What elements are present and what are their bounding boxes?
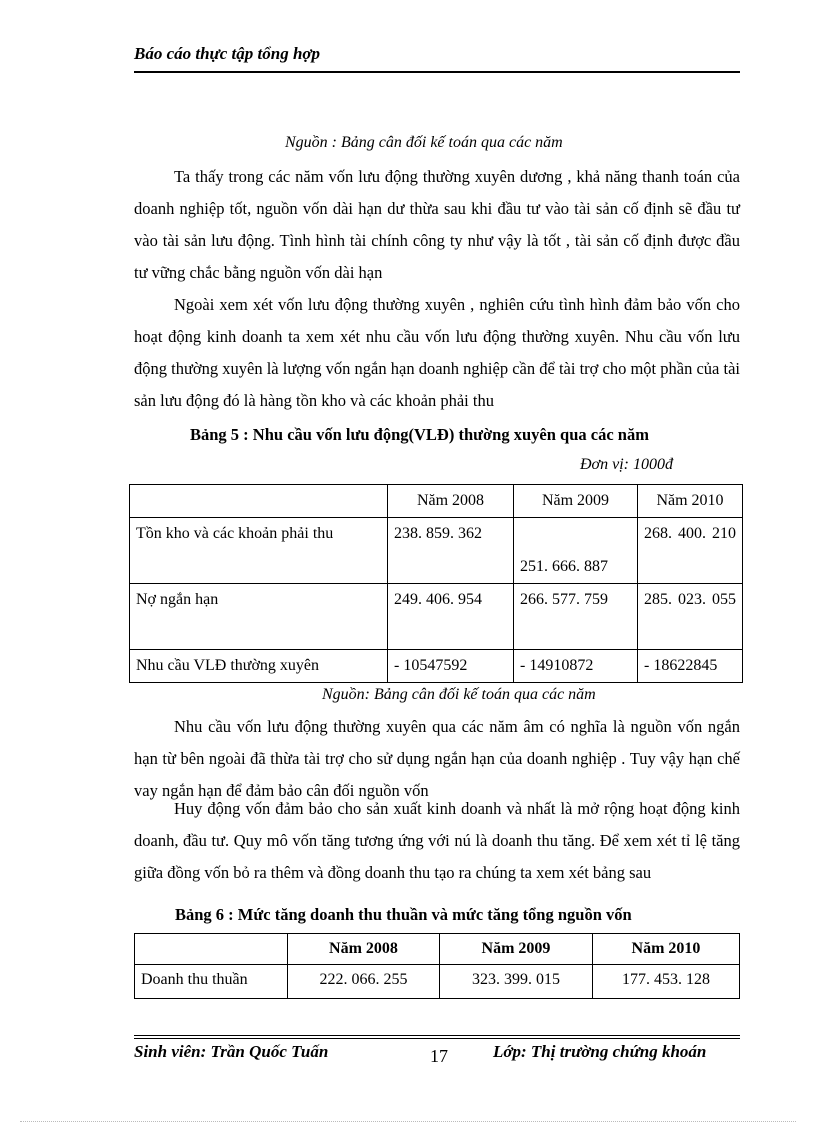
table5-cell: - 14910872 [514,650,638,683]
paragraph-4-text: Huy động vốn đảm bảo cho sản xuất kinh doanh và nhất là mở rộng hoạt động kinh doanh, đầu tư. Quy mô vốn tăng tương ứng với nú là doanh thu tăng. Để xem xét tỉ lệ tăng giữa đồng vốn bỏ ra thêm và đồng doanh thu tạo ra chúng ta xem xét bảng sau [134,799,740,882]
header-rule [134,71,740,73]
table-row [130,650,743,683]
paragraph-1-text: Ta thấy trong các năm vốn lưu động thường xuyên dương , khả năng thanh toán của doanh nghiệp tốt, nguồn vốn dài hạn dư thừa sau khi đầu tư vào tài sản cố định sẽ đầu tư vào tài sản lưu động. Tình hình tài chính công ty như vậy là tốt , tài sản cố định được đầu tư vững chắc bằng nguồn vốn dài hạn [134,167,740,282]
table-row [135,965,740,999]
table5-source: Nguồn: Bảng cân đối kế toán qua các năm [322,686,596,703]
table5-header-cell: Năm 2010 [638,485,743,518]
footer-rule [134,1038,740,1039]
table5-caption: Bảng 5 : Nhu cầu vốn lưu động(VLĐ) thường xuyên qua các năm [190,425,649,444]
table5-header-cell: Năm 2009 [514,485,638,518]
paragraph-4 [134,793,740,889]
table5-cell: 266. 577. 759 [514,584,638,650]
table6 [134,933,740,999]
paragraph-3-text: Nhu cầu vốn lưu động thường xuyên qua các năm âm có nghĩa là nguồn vốn ngắn hạn từ bên ngoài đã thừa tài trợ cho sử dụng ngắn hạn của doanh nghiệp . Tuy vậy hạn chế vay ngắn hạn để đảm bảo cân đối nguồn vốn [134,717,740,800]
page-edge-divider [20,1121,796,1122]
table6-caption: Bảng 6 : Mức tăng doanh thu thuần và mức tăng tổng nguồn vốn [175,905,632,924]
table5-row-label: Tồn kho và các khoản phải thu [130,518,388,584]
table6-header-cell: Năm 2008 [288,934,440,965]
table6-header-cell [135,934,288,965]
table-row [130,584,743,650]
footer-rule [134,1035,740,1036]
table6-cell: 222. 066. 255 [288,965,440,999]
table5-header-cell: Năm 2008 [388,485,514,518]
paragraph-1 [134,161,740,289]
table6-header-cell: Năm 2009 [440,934,593,965]
paragraph-2-text: Ngoài xem xét vốn lưu động thường xuyên , nghiên cứu tình hình đảm bảo vốn cho hoạt động kinh doanh ta xem xét nhu cầu vốn lưu động thường xuyên. Nhu cầu vốn lưu động thường xuyên là lượng vốn ngắn hạn doanh nghiệp cần để tài trợ cho một phần của tài sản lưu động đó là hàng tồn kho và các khoản phải thu [134,295,740,410]
table5-cell: - 10547592 [388,650,514,683]
table6-header-row [135,934,740,965]
table5-cell: 285. 023. 055 [638,584,743,650]
table5-cell: 251. 666. 887 [514,518,638,584]
table5-cell: 268. 400. 210 [638,518,743,584]
table5-header-row [130,485,743,518]
table6-row-label: Doanh thu thuần [135,965,288,999]
paragraph-2 [134,289,740,417]
table5-header-cell [130,485,388,518]
page-number: 17 [430,1046,448,1066]
footer-student: Sinh viên: Trần Quốc Tuấn [134,1042,329,1061]
table5-row-label: Nhu cầu VLĐ thường xuyên [130,650,388,683]
header-title: Báo cáo thực tập tổng hợp [134,44,321,63]
table6-cell: 177. 453. 128 [593,965,740,999]
table6-cell: 323. 399. 015 [440,965,593,999]
table5-row-label: Nợ ngắn hạn [130,584,388,650]
table5 [129,484,743,683]
table5-cell: 238. 859. 362 [388,518,514,584]
footer-class: Lớp: Thị trường chứng khoán [493,1042,707,1061]
table6-header-cell: Năm 2010 [593,934,740,965]
table5-unit: Đơn vị: 1000đ [580,456,673,473]
table-row [130,518,743,584]
table5-cell: - 18622845 [638,650,743,683]
source-top: Nguồn : Bảng cân đối kế toán qua các năm [285,134,563,151]
table5-cell: 249. 406. 954 [388,584,514,650]
